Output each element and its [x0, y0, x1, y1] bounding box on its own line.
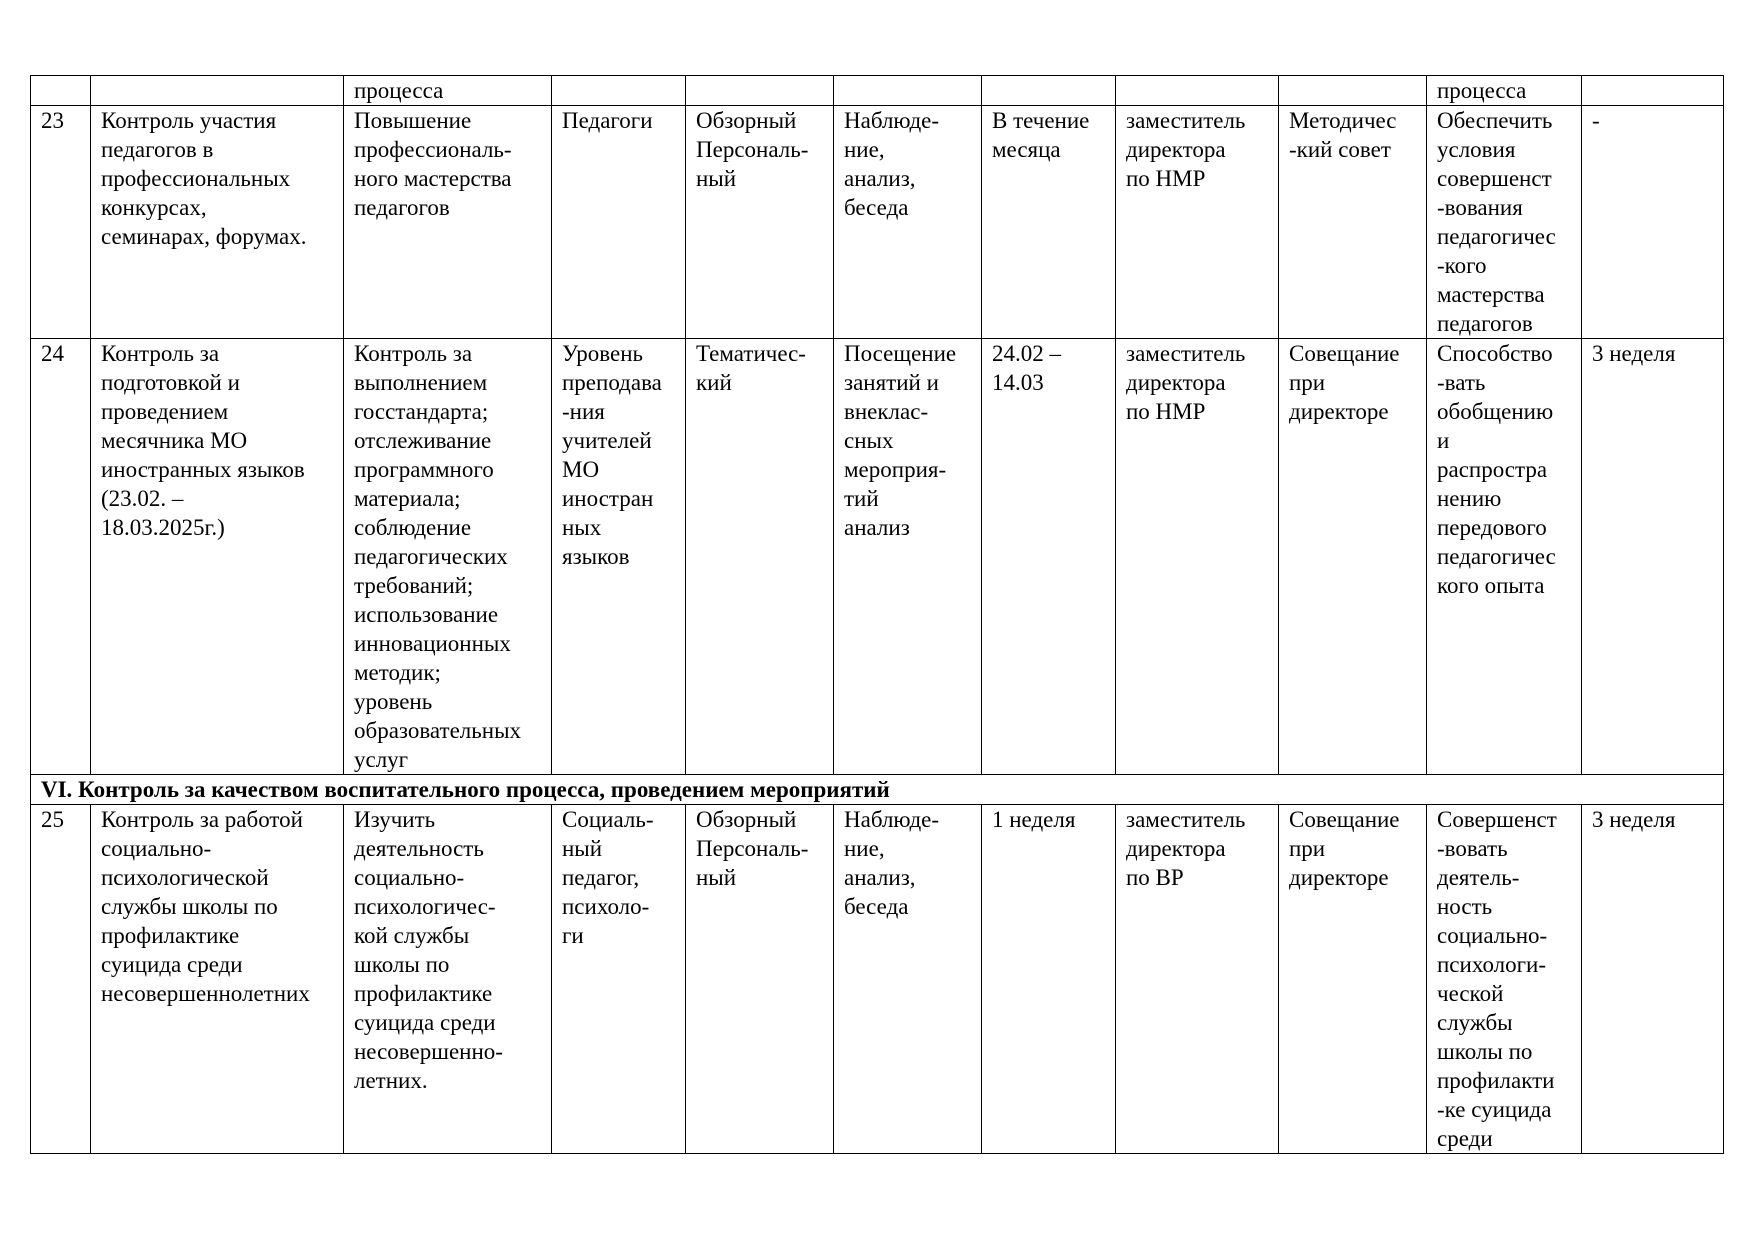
- cell-text-line: ный: [696, 166, 737, 191]
- cell-text-line: директора: [1126, 836, 1226, 861]
- recheck-cell: [1582, 805, 1724, 1154]
- cell-text-line: директоре: [1289, 865, 1389, 890]
- cell-text-line: процесса: [1437, 78, 1527, 103]
- cell-text-line: анализ: [844, 515, 910, 540]
- control-object-cell: [552, 805, 686, 1154]
- control-item-cell: [91, 805, 344, 1154]
- cell-text-line: 25: [41, 807, 64, 832]
- control-dates-cell: [982, 805, 1116, 1154]
- control-plan-table: [30, 75, 1724, 1154]
- cell-text-line: -вать: [1437, 370, 1486, 395]
- table-row: [31, 339, 1724, 775]
- responsible-cell: [1116, 76, 1279, 106]
- cell-text-line: Совещание: [1289, 807, 1400, 832]
- cell-text-line: образовательных: [354, 718, 522, 743]
- cell-text-line: суицида среди: [354, 1010, 496, 1035]
- management-decision-cell: [1427, 76, 1582, 106]
- control-object-cell: [552, 339, 686, 775]
- cell-text-line: несовершенно-: [354, 1039, 503, 1064]
- cell-text-line: инновационных: [354, 631, 511, 656]
- cell-text-line: учителей: [562, 428, 652, 453]
- cell-text-line: психологической: [101, 865, 269, 890]
- control-goal-cell: [344, 76, 552, 106]
- cell-text-line: педагогов: [354, 195, 450, 220]
- cell-text-line: социально-: [354, 865, 465, 890]
- cell-text-line: Способство: [1437, 341, 1553, 366]
- control-item-cell: [91, 106, 344, 339]
- cell-text-line: ние,: [844, 836, 885, 861]
- cell-text-line: психологи-: [1437, 952, 1547, 977]
- cell-text-line: Контроль за: [101, 341, 220, 366]
- cell-text-line: сных: [844, 428, 894, 453]
- cell-text-line: Контроль за: [354, 341, 473, 366]
- cell-text-line: ного мастерства: [354, 166, 512, 191]
- cell-text-line: ный: [696, 865, 737, 890]
- cell-text-line: обобщению: [1437, 399, 1554, 424]
- cell-text-line: материала;: [354, 486, 461, 511]
- cell-text-line: по НМР: [1126, 399, 1206, 424]
- responsible-cell: [1116, 339, 1279, 775]
- cell-text-line: при: [1289, 370, 1326, 395]
- cell-text-line: услуг: [354, 747, 409, 772]
- cell-text-line: Обзорный: [696, 108, 797, 133]
- cell-text-line: профилакти: [1437, 1068, 1555, 1093]
- control-object-cell: [552, 106, 686, 339]
- cell-text-line: семинарах, форумах.: [101, 224, 307, 249]
- cell-text-line: 14.03: [992, 370, 1044, 395]
- cell-text-line: 23: [41, 108, 64, 133]
- results-venue-cell: [1279, 339, 1427, 775]
- cell-text-line: нению: [1437, 486, 1502, 511]
- cell-text-line: службы школы по: [101, 894, 278, 919]
- cell-text-line: -вования: [1437, 195, 1523, 220]
- cell-text-line: кого опыта: [1437, 573, 1545, 598]
- management-decision-cell: [1427, 339, 1582, 775]
- cell-text-line: директоре: [1289, 399, 1389, 424]
- cell-text-line: при: [1289, 836, 1326, 861]
- cell-text-line: Уровень: [562, 341, 643, 366]
- cell-text-line: ние,: [844, 137, 885, 162]
- cell-text-line: МО: [562, 457, 600, 482]
- management-decision-cell: [1427, 106, 1582, 339]
- cell-text-line: кой службы: [354, 923, 470, 948]
- control-method-cell: [834, 339, 982, 775]
- results-venue-cell: [1279, 106, 1427, 339]
- cell-text-line: 3 неделя: [1592, 807, 1676, 832]
- cell-text-line: среди: [1437, 1126, 1493, 1151]
- cell-text-line: месяца: [992, 137, 1061, 162]
- cell-text-line: -ния: [562, 399, 605, 424]
- cell-text-line: соблюдение: [354, 515, 472, 540]
- table-body: [31, 76, 1724, 1154]
- control-item-cell: [91, 76, 344, 106]
- control-type-cell: [686, 106, 834, 339]
- cell-text-line: Повышение: [354, 108, 472, 133]
- cell-text-line: ги: [562, 923, 584, 948]
- cell-text-line: педагогов в: [101, 137, 214, 162]
- cell-text-line: директора: [1126, 370, 1226, 395]
- control-type-cell: [686, 339, 834, 775]
- control-dates-cell: [982, 106, 1116, 339]
- control-method-cell: [834, 805, 982, 1154]
- results-venue-cell: [1279, 805, 1427, 1154]
- cell-text-line: несовершеннолетних: [101, 981, 310, 1006]
- cell-text-line: школы по: [354, 952, 450, 977]
- cell-text-line: -ке суицида: [1437, 1097, 1552, 1122]
- cell-text-line: методик;: [354, 660, 441, 685]
- cell-text-line: мастерства: [1437, 282, 1545, 307]
- row-number-cell: [31, 76, 91, 106]
- cell-text-line: языков: [562, 544, 630, 569]
- cell-text-line: мероприя-: [844, 457, 947, 482]
- cell-text-line: заместитель: [1126, 108, 1246, 133]
- cell-text-line: Совещание: [1289, 341, 1400, 366]
- cell-text-line: месячника МО: [101, 428, 248, 453]
- cell-text-line: программного: [354, 457, 494, 482]
- cell-text-line: психоло-: [562, 894, 650, 919]
- cell-text-line: педагогичес: [1437, 544, 1556, 569]
- cell-text-line: службы: [1437, 1010, 1513, 1035]
- cell-text-line: беседа: [844, 894, 909, 919]
- cell-text-line: социально-: [101, 836, 212, 861]
- cell-text-line: госстандарта;: [354, 399, 489, 424]
- cell-text-line: педагог,: [562, 865, 640, 890]
- recheck-cell: [1582, 106, 1724, 339]
- cell-text-line: анализ,: [844, 166, 916, 191]
- cell-text-line: тий: [844, 486, 879, 511]
- cell-text-line: беседа: [844, 195, 909, 220]
- control-method-cell: [834, 76, 982, 106]
- cell-text-line: психологичес-: [354, 894, 496, 919]
- cell-text-line: профессиональных: [101, 166, 291, 191]
- cell-text-line: Методичес: [1289, 108, 1397, 133]
- cell-text-line: заместитель: [1126, 807, 1246, 832]
- cell-text-line: Тематичес-: [696, 341, 806, 366]
- cell-text-line: -кий совет: [1289, 137, 1391, 162]
- cell-text-line: конкурсах,: [101, 195, 207, 220]
- cell-text-line: отслеживание: [354, 428, 492, 453]
- cell-text-line: ный: [562, 836, 603, 861]
- responsible-cell: [1116, 106, 1279, 339]
- control-goal-cell: [344, 805, 552, 1154]
- recheck-cell: [1582, 76, 1724, 106]
- cell-text-line: педагогов: [1437, 311, 1533, 336]
- cell-text-line: занятий и: [844, 370, 939, 395]
- cell-text-line: 18.03.2025г.): [101, 515, 225, 540]
- cell-text-line: уровень: [354, 689, 433, 714]
- cell-text-line: внеклас-: [844, 399, 929, 424]
- cell-text-line: летних.: [354, 1068, 428, 1093]
- cell-text-line: Персональ-: [696, 836, 809, 861]
- cell-text-line: ных: [562, 515, 602, 540]
- control-goal-cell: [344, 339, 552, 775]
- cell-text-line: педагогичес: [1437, 224, 1556, 249]
- cell-text-line: -вовать: [1437, 836, 1508, 861]
- cell-text-line: Изучить: [354, 807, 436, 832]
- cell-text-line: преподава: [562, 370, 662, 395]
- row-number-cell: [31, 106, 91, 339]
- cell-text-line: -: [1592, 108, 1600, 133]
- control-type-cell: [686, 805, 834, 1154]
- recheck-cell: [1582, 339, 1724, 775]
- cell-text-line: иностранных языков: [101, 457, 305, 482]
- cell-text-line: Контроль участия: [101, 108, 277, 133]
- management-decision-cell: [1427, 805, 1582, 1154]
- control-goal-cell: [344, 106, 552, 339]
- cell-text-line: -кого: [1437, 253, 1487, 278]
- cell-text-line: использование: [354, 602, 499, 627]
- responsible-cell: [1116, 805, 1279, 1154]
- cell-text-line: условия: [1437, 137, 1516, 162]
- cell-text-line: Педагоги: [562, 108, 653, 133]
- cell-text-line: ческой: [1437, 981, 1504, 1006]
- cell-text-line: социально-: [1437, 923, 1548, 948]
- cell-text-line: суицида среди: [101, 952, 243, 977]
- cell-text-line: иностран: [562, 486, 654, 511]
- cell-text-line: В течение: [992, 108, 1090, 133]
- cell-text-line: деятель-: [1437, 865, 1520, 890]
- cell-text-line: заместитель: [1126, 341, 1246, 366]
- cell-text-line: 24.02 –: [992, 341, 1061, 366]
- table-row: [31, 805, 1724, 1154]
- cell-text-line: выполнением: [354, 370, 488, 395]
- cell-text-line: директора: [1126, 137, 1226, 162]
- cell-text-line: Обзорный: [696, 807, 797, 832]
- cell-text-line: Контроль за работой: [101, 807, 303, 832]
- cell-text-line: 1 неделя: [992, 807, 1076, 832]
- section-row: [31, 775, 1724, 805]
- cell-text-line: педагогических: [354, 544, 508, 569]
- cell-text-line: проведением: [101, 399, 229, 424]
- cell-text-line: подготовкой и: [101, 370, 240, 395]
- control-type-cell: [686, 76, 834, 106]
- cell-text-line: совершенст: [1437, 166, 1552, 191]
- cell-text-line: профилактике: [354, 981, 493, 1006]
- section-title: VI. Контроль за качеством воспитательного процесса, проведением мероприятий: [31, 775, 1724, 805]
- cell-text-line: Персональ-: [696, 137, 809, 162]
- cell-text-line: Обеспечить: [1437, 108, 1553, 133]
- cell-text-line: профилактике: [101, 923, 240, 948]
- cell-text-line: (23.02. –: [101, 486, 184, 511]
- control-dates-cell: [982, 339, 1116, 775]
- control-object-cell: [552, 76, 686, 106]
- table-row-continuation: [31, 76, 1724, 106]
- cell-text-line: 3 неделя: [1592, 341, 1676, 366]
- cell-text-line: процесса: [354, 78, 444, 103]
- cell-text-line: ность: [1437, 894, 1493, 919]
- cell-text-line: передового: [1437, 515, 1547, 540]
- row-number-cell: [31, 339, 91, 775]
- cell-text-line: по ВР: [1126, 865, 1184, 890]
- cell-text-line: анализ,: [844, 865, 916, 890]
- cell-text-line: требований;: [354, 573, 474, 598]
- control-dates-cell: [982, 76, 1116, 106]
- table-row: [31, 106, 1724, 339]
- cell-text-line: Посещение: [844, 341, 957, 366]
- cell-text-line: по НМР: [1126, 166, 1206, 191]
- cell-text-line: распростра: [1437, 457, 1548, 482]
- control-method-cell: [834, 106, 982, 339]
- cell-text-line: деятельность: [354, 836, 484, 861]
- cell-text-line: Наблюде-: [844, 807, 940, 832]
- cell-text-line: Совершенст: [1437, 807, 1557, 832]
- cell-text-line: кий: [696, 370, 732, 395]
- cell-text-line: профессиональ-: [354, 137, 512, 162]
- results-venue-cell: [1279, 76, 1427, 106]
- cell-text-line: Наблюде-: [844, 108, 940, 133]
- cell-text-line: 24: [41, 341, 64, 366]
- row-number-cell: [31, 805, 91, 1154]
- cell-text-line: Социаль-: [562, 807, 654, 832]
- cell-text-line: школы по: [1437, 1039, 1533, 1064]
- control-item-cell: [91, 339, 344, 775]
- cell-text-line: и: [1437, 428, 1450, 453]
